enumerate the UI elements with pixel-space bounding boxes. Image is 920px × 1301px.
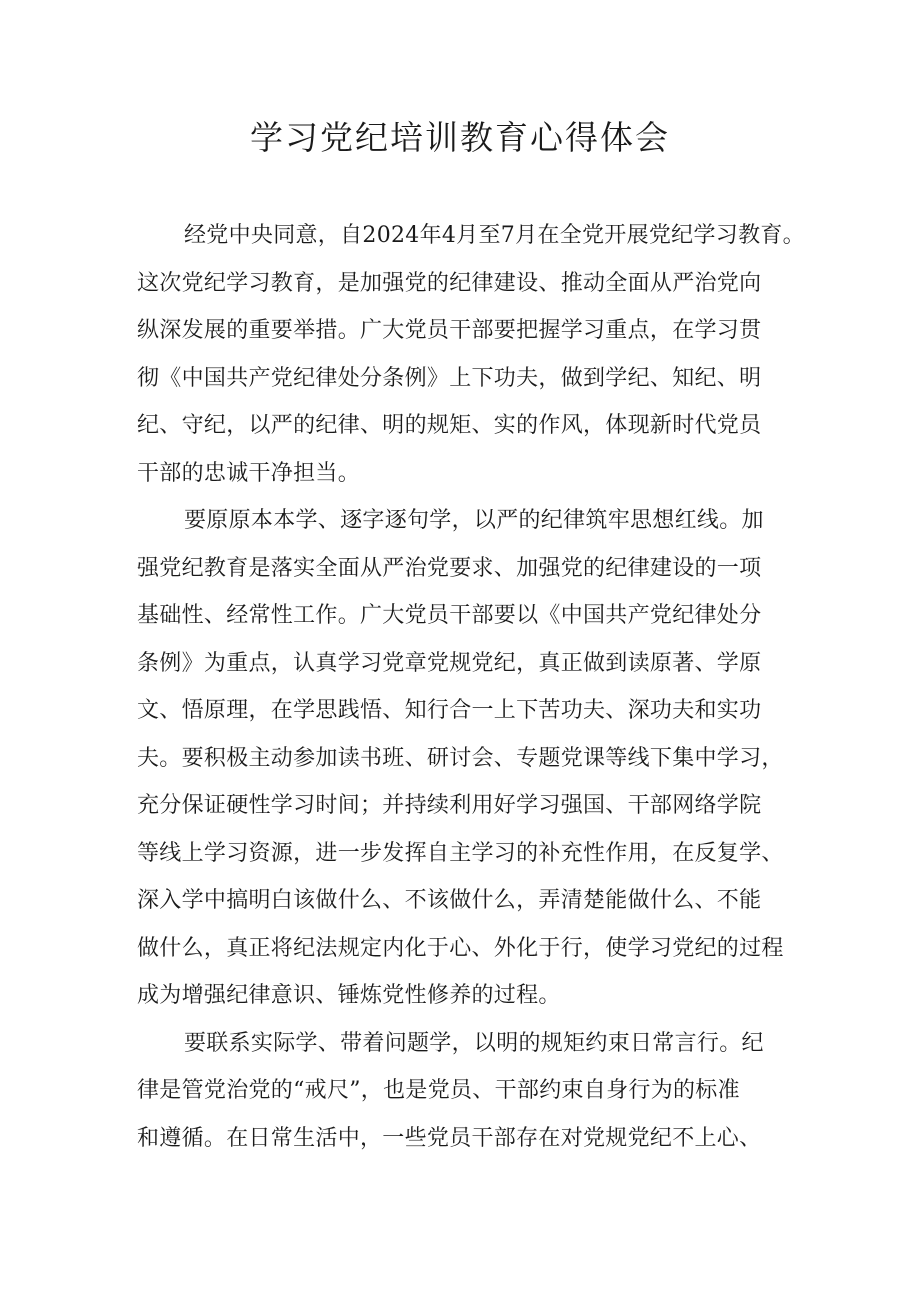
paragraph-line: 纵深发展的重要举措。广大党员干部要把握学习重点，在学习贯: [137, 318, 762, 343]
paragraph-line: 彻《中国共产党纪律处分条例》上下功夫，做到学纪、知纪、明: [137, 365, 762, 391]
paragraph-line: 等线上学习资源，进一步发挥自主学习的补充性作用，在反复学、: [137, 840, 784, 866]
paragraph-line: 干部的忠诚干净担当。: [137, 460, 361, 486]
paragraph-line: 纪、守纪，以严的纪律、明的规矩、实的作风，体现新时代党员: [137, 413, 762, 438]
paragraph-line: 这次党纪学习教育，是加强党的纪律建设、推动全面从严治党向: [137, 270, 762, 296]
paragraph-line: 基础性、经常性工作。广大党员干部要以《中国共产党纪律处分: [137, 603, 762, 628]
paragraph-line: 条例》为重点，认真学习党章党规党纪，真正做到读原著、学原: [137, 650, 762, 676]
paragraph-2: [137, 497, 787, 1020]
paragraph-line: 和遵循。在日常生活中，一些党员干部存在对党规党纪不上心、: [137, 1125, 762, 1151]
paragraph-line: 夫。要积极主动参加读书班、研讨会、专题党课等线下集中学习，: [137, 745, 784, 771]
paragraph-line: 深入学中搞明白该做什么、不该做什么，弄清楚能做什么、不能: [137, 888, 762, 913]
paragraph-1: [137, 212, 805, 497]
paragraph-3: [137, 1020, 787, 1163]
paragraph-line: 文、悟原理，在学思践悟、知行合一上下苦功夫、深功夫和实功: [137, 698, 762, 723]
paragraph-line: 强党纪教育是落实全面从严治党要求、加强党的纪律建设的一项: [137, 555, 762, 581]
document-body: [137, 212, 805, 1162]
paragraph-line: 律是管党治党的“戒尺”，也是党员、干部约束自身行为的标准: [137, 1078, 740, 1103]
paragraph-line: 做什么，真正将纪法规定内化于心、外化于行，使学习党纪的过程: [137, 935, 784, 961]
paragraph-line: 要原原本本学、逐字逐句学，以严的纪律筑牢思想红线。加: [184, 508, 764, 533]
paragraph-line: 成为增强纪律意识、锤炼党性修养的过程。: [137, 983, 561, 1008]
paragraph-line: 充分保证硬性学习时间；并持续利用好学习强国、干部网络学院: [137, 793, 762, 818]
paragraph-line: 要联系实际学、带着问题学，以明的规矩约束日常言行。纪: [184, 1030, 764, 1056]
paragraph-line: 经党中央同意，自2024年4月至7月在全党开展党纪学习教育。: [184, 223, 805, 248]
document-title: 学习党纪培训教育心得体会: [250, 118, 670, 157]
